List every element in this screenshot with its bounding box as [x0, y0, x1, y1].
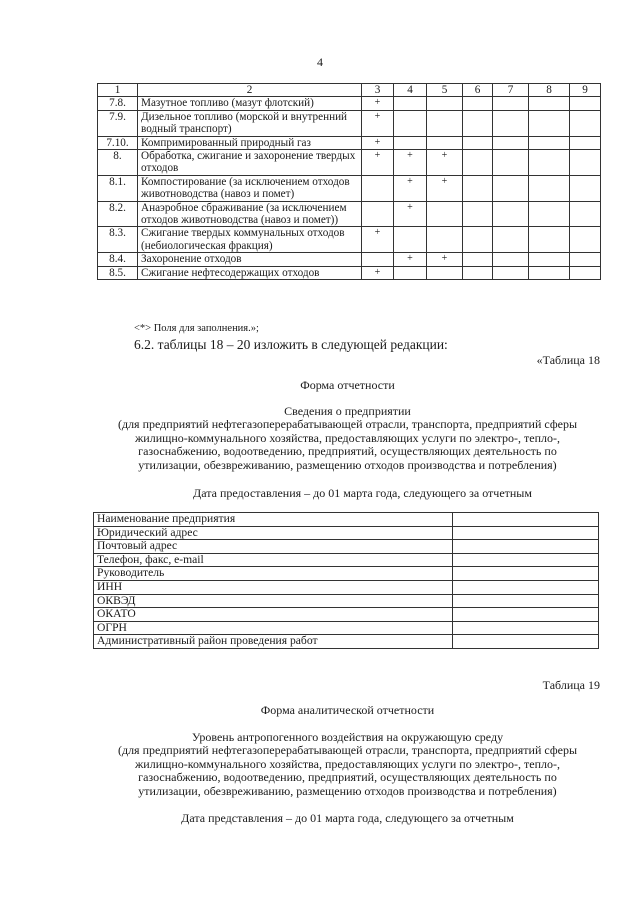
footnote: <*> Поля для заполнения.»; [134, 323, 259, 334]
header-cell: 9 [570, 84, 601, 97]
field-label: Административный район проведения работ [94, 635, 453, 649]
table19-title: Уровень антропогенного воздействия на окружающую среду [191, 730, 504, 744]
cell-col9 [570, 97, 601, 110]
table19-heading [95, 731, 600, 798]
page-number: 4 [317, 55, 323, 69]
cell-col8 [529, 97, 570, 110]
field-label: Наименование предприятия [94, 513, 453, 527]
cell-col9 [570, 253, 601, 266]
table-row [94, 553, 599, 567]
table-row [94, 608, 599, 622]
cell-col8 [529, 201, 570, 227]
table-header-row [98, 84, 601, 97]
table19-date-note: Дата представления – до 01 марта года, следующего за отчетным [181, 811, 514, 825]
table-row [98, 110, 601, 136]
table18-label: «Таблица 18 [536, 353, 600, 367]
cell-col7 [493, 253, 529, 266]
table-row [94, 540, 599, 554]
row-number: 8.2. [98, 201, 138, 227]
field-label: ОГРН [94, 621, 453, 635]
cell-col6 [463, 175, 493, 201]
table-row [98, 150, 601, 176]
field-label: Почтовый адрес [94, 540, 453, 554]
table-row [98, 97, 601, 110]
table-row [98, 175, 601, 201]
cell-col4: + [394, 150, 427, 176]
cell-col5 [427, 227, 463, 253]
cell-col3: + [362, 110, 394, 136]
cell-col3: + [362, 150, 394, 176]
cell-col9 [570, 201, 601, 227]
cell-col3: + [362, 97, 394, 110]
field-value[interactable] [453, 567, 599, 581]
table18-date-note: Дата предоставления – до 01 марта года, следующего за отчетным [193, 486, 532, 500]
cell-col9 [570, 266, 601, 279]
subtitle-line: жилищно-коммунального хозяйства, предоставляющих услуги по электро-, тепло-, [135, 430, 560, 445]
cell-col8 [529, 266, 570, 279]
row-number: 7.8. [98, 97, 138, 110]
subtitle-line: утилизации, обезвреживанию, размещению отходов производства и потребления) [138, 783, 557, 798]
subtitle-line: утилизации, обезвреживанию, размещению отходов производства и потребления) [138, 457, 557, 472]
cell-col7 [493, 110, 529, 136]
row-number: 8.1. [98, 175, 138, 201]
field-value[interactable] [453, 553, 599, 567]
table-row [98, 266, 601, 279]
cell-col5: + [427, 175, 463, 201]
field-label: Юридический адрес [94, 526, 453, 540]
cell-col9 [570, 150, 601, 176]
table18-form-title: Форма отчетности [300, 378, 395, 392]
cell-col8 [529, 227, 570, 253]
field-value[interactable] [453, 526, 599, 540]
cell-col4 [394, 97, 427, 110]
cell-col6 [463, 136, 493, 149]
table-row [94, 580, 599, 594]
cell-col3: + [362, 136, 394, 149]
row-number: 7.10. [98, 136, 138, 149]
row-name: Компримированный природный газ [138, 136, 362, 149]
cell-col3: + [362, 266, 394, 279]
header-cell: 4 [394, 84, 427, 97]
table18-title: Сведения о предприятии [284, 404, 411, 418]
cell-col8 [529, 136, 570, 149]
cell-col9 [570, 110, 601, 136]
row-name: Анаэробное сбраживание (за исключением отходов животноводства (навоз и помет)) [138, 201, 362, 227]
table-row [94, 635, 599, 649]
field-value[interactable] [453, 635, 599, 649]
field-value[interactable] [453, 580, 599, 594]
subtitle-line: газоснабжению, водоотведению, предприятий, осуществляющих деятельность по [138, 770, 557, 785]
cell-col4: + [394, 175, 427, 201]
cell-col6 [463, 227, 493, 253]
cell-col3: + [362, 227, 394, 253]
row-number: 8.4. [98, 253, 138, 266]
cell-col5 [427, 110, 463, 136]
cell-col7 [493, 227, 529, 253]
cell-col6 [463, 97, 493, 110]
cell-col4: + [394, 201, 427, 227]
cell-col6 [463, 253, 493, 266]
cell-col3 [362, 201, 394, 227]
table-row [94, 513, 599, 527]
header-cell: 1 [98, 84, 138, 97]
cell-col4: + [394, 253, 427, 266]
subtitle-line: газоснабжению, водоотведению, предприятий, осуществляющих деятельность по [138, 444, 557, 459]
cell-col8 [529, 110, 570, 136]
header-cell: 2 [138, 84, 362, 97]
field-label: ИНН [94, 580, 453, 594]
field-value[interactable] [453, 513, 599, 527]
cell-col3 [362, 253, 394, 266]
amendment-paragraph: 6.2. таблицы 18 – 20 изложить в следующей редакции: [134, 337, 448, 352]
row-name: Сжигание нефтесодержащих отходов [138, 266, 362, 279]
cell-col4 [394, 227, 427, 253]
field-value[interactable] [453, 540, 599, 554]
row-number: 8.5. [98, 266, 138, 279]
row-number: 7.9. [98, 110, 138, 136]
cell-col5 [427, 136, 463, 149]
field-value[interactable] [453, 608, 599, 622]
subtitle-line: (для предприятий нефтегазоперерабатывающей отрасли, транспорта, предприятий сферы [117, 743, 578, 758]
cell-col7 [493, 175, 529, 201]
subtitle-line: (для предприятий нефтегазоперерабатывающей отрасли, транспорта, предприятий сферы [117, 417, 578, 432]
subtitle-line: жилищно-коммунального хозяйства, предоставляющих услуги по электро-, тепло-, [135, 756, 560, 771]
table-row [94, 594, 599, 608]
cell-col8 [529, 150, 570, 176]
cell-col6 [463, 110, 493, 136]
cell-col5 [427, 97, 463, 110]
cell-col6 [463, 201, 493, 227]
field-label: Руководитель [94, 567, 453, 581]
cell-col5: + [427, 150, 463, 176]
cell-col3 [362, 175, 394, 201]
field-label: ОКВЭД [94, 594, 453, 608]
header-cell: 3 [362, 84, 394, 97]
row-name: Сжигание твердых коммунальных отходов (небиологическая фракция) [138, 227, 362, 253]
cell-col6 [463, 150, 493, 176]
table-row [98, 201, 601, 227]
cell-col7 [493, 97, 529, 110]
cell-col5 [427, 201, 463, 227]
cell-col7 [493, 136, 529, 149]
table18-heading [95, 405, 600, 472]
cell-col9 [570, 175, 601, 201]
cell-col4 [394, 136, 427, 149]
table-row [98, 227, 601, 253]
emissions-table-continued [97, 83, 601, 280]
cell-col6 [463, 266, 493, 279]
cell-col8 [529, 253, 570, 266]
row-name: Компостирование (за исключением отходов животноводства (навоз и помет) [138, 175, 362, 201]
row-name: Обработка, сжигание и захоронение твердых отходов [138, 150, 362, 176]
row-number: 8.3. [98, 227, 138, 253]
cell-col7 [493, 266, 529, 279]
cell-col9 [570, 227, 601, 253]
cell-col4 [394, 110, 427, 136]
row-name: Захоронение отходов [138, 253, 362, 266]
cell-col5 [427, 266, 463, 279]
cell-col4 [394, 266, 427, 279]
row-name: Дизельное топливо (морской и внутренний водный транспорт) [138, 110, 362, 136]
table-row [98, 253, 601, 266]
table19-label: Таблица 19 [542, 678, 600, 692]
table-row [94, 526, 599, 540]
cell-col9 [570, 136, 601, 149]
field-value[interactable] [453, 594, 599, 608]
header-cell: 6 [463, 84, 493, 97]
cell-col8 [529, 175, 570, 201]
header-cell: 8 [529, 84, 570, 97]
cell-col7 [493, 201, 529, 227]
row-number: 8. [98, 150, 138, 176]
table-row [94, 621, 599, 635]
enterprise-info-table [93, 512, 599, 649]
row-name: Мазутное топливо (мазут флотский) [138, 97, 362, 110]
table-row [98, 136, 601, 149]
table19-form-title: Форма аналитической отчетности [260, 703, 435, 717]
field-value[interactable] [453, 621, 599, 635]
field-label: Телефон, факс, e-mail [94, 553, 453, 567]
cell-col5: + [427, 253, 463, 266]
table-row [94, 567, 599, 581]
cell-col7 [493, 150, 529, 176]
header-cell: 7 [493, 84, 529, 97]
field-label: ОКАТО [94, 608, 453, 622]
header-cell: 5 [427, 84, 463, 97]
